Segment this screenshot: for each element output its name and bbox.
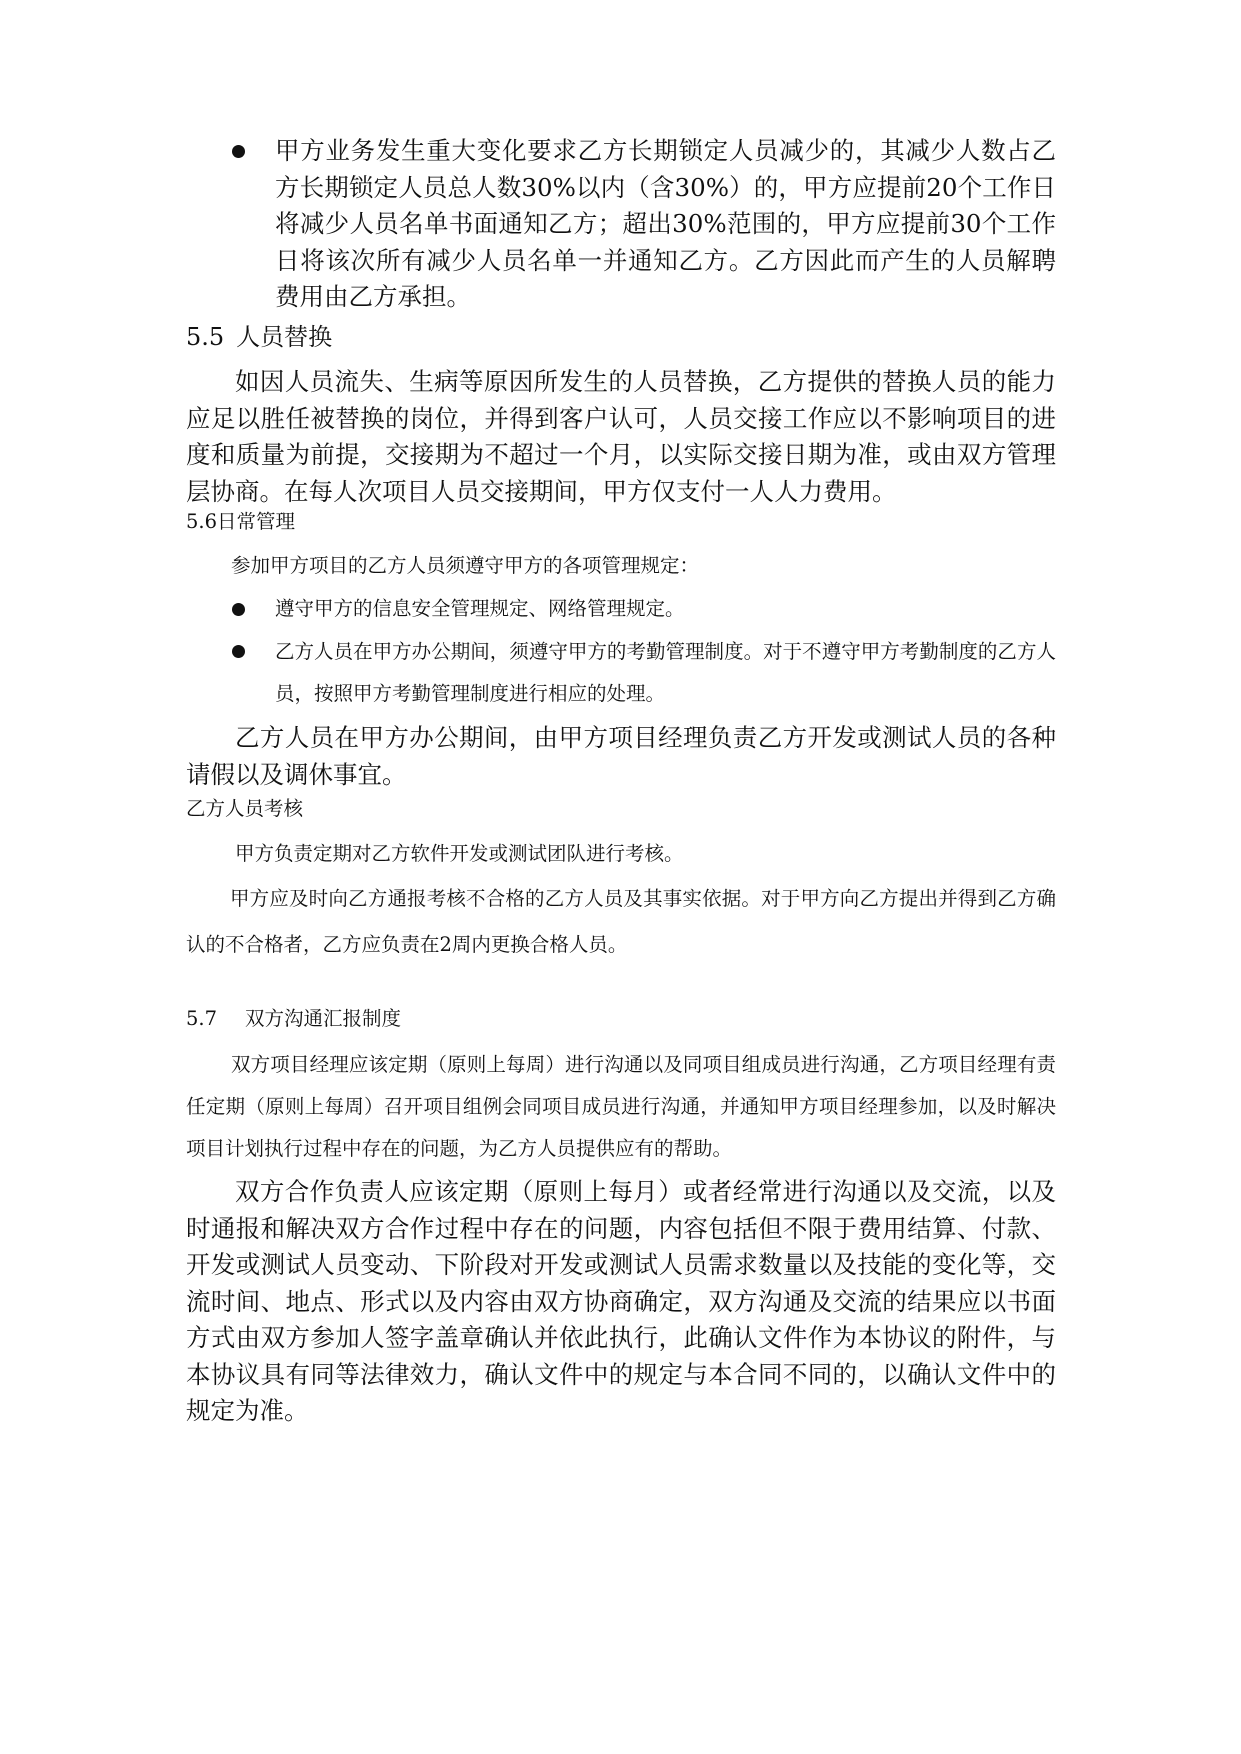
section-5-6-intro: 参加甲方项目的乙方人员须遵守甲方的各项管理规定： bbox=[231, 554, 700, 577]
bullet-icon bbox=[232, 645, 245, 658]
assessment-heading: 乙方人员考核 bbox=[186, 797, 304, 820]
section-heading-5-6: 5.6日常管理 bbox=[186, 510, 296, 533]
section-heading-5-5 bbox=[186, 319, 1056, 355]
bullet-text: 乙方人员在甲方办公期间，须遵守甲方的考勤管理制度。对于不遵守甲方考勤制度的乙方人员，按照甲方考勤管理制度进行相应的处理。 bbox=[275, 640, 1056, 705]
assessment-paragraph-1: 甲方负责定期对乙方软件开发或测试团队进行考核。 bbox=[235, 842, 684, 865]
section-5-7-paragraph-2: 双方合作负责人应该定期（原则上每月）或者经常进行沟通以及交流，以及时通报和解决双方合作过程中存在的问题，内容包括但不限于费用结算、付款、开发或测试人员变动、下阶段对开发或测试人员需求数量以及技能的变化等，交流时间、地点、形式以及内容由双方协商确定，双方沟通及交流的结果应以书面方式由双方参加人签字盖章确认并依此执行，此确认文件作为本协议的附件，与本协议具有同等法律效力，确认文件中的规定与本合同不同的，以确认文件中的规定为准。 bbox=[186, 1177, 1056, 1425]
section-5-5-body: 如因人员流失、生病等原因所发生的人员替换，乙方提供的替换人员的能力应足以胜任被替换的岗位，并得到客户认可，人员交接工作应以不影响项目的进度和质量为前提，交接期为不超过一个月，以实际交接日期为准，或由双方管理层协商。在每人次项目人员交接期间，甲方仅支付一人人力费用。 bbox=[186, 367, 1056, 506]
bullet-icon bbox=[232, 145, 245, 158]
section-title: 双方沟通汇报制度 bbox=[245, 1007, 402, 1030]
section-title: 人员替换 bbox=[236, 323, 333, 351]
section-number: 5.7 bbox=[186, 1007, 218, 1030]
assessment-paragraph-2: 甲方应及时向乙方通报考核不合格的乙方人员及其事实依据。对于甲方向乙方提出并得到乙方确认的不合格者，乙方应负责在2周内更换合格人员。 bbox=[186, 887, 1056, 956]
leave-paragraph: 乙方人员在甲方办公期间，由甲方项目经理负责乙方开发或测试人员的各种请假以及调休事宜。 bbox=[186, 723, 1056, 789]
bullet-text: 甲方业务发生重大变化要求乙方长期锁定人员减少的，其减少人数占乙方长期锁定人员总人数30%以内（含30%）的，甲方应提前20个工作日将减少人员名单书面通知乙方；超出30%范围的，甲方应提前30个工作日将该次所有减少人员名单一并通知乙方。乙方因此而产生的人员解聘费用由乙方承担。 bbox=[275, 136, 1056, 311]
bullet-icon bbox=[232, 603, 245, 616]
section-heading-5-7 bbox=[186, 1004, 1056, 1034]
section-number: 5.5 bbox=[186, 323, 225, 351]
bullet-text: 遵守甲方的信息安全管理规定、网络管理规定。 bbox=[275, 597, 685, 620]
section-5-7-paragraph-1: 双方项目经理应该定期（原则上每周）进行沟通以及同项目组成员进行沟通，乙方项目经理有责任定期（原则上每周）召开项目组例会同项目成员进行沟通，并通知甲方项目经理参加，以及时解决项目计划执行过程中存在的问题，为乙方人员提供应有的帮助。 bbox=[186, 1053, 1056, 1160]
